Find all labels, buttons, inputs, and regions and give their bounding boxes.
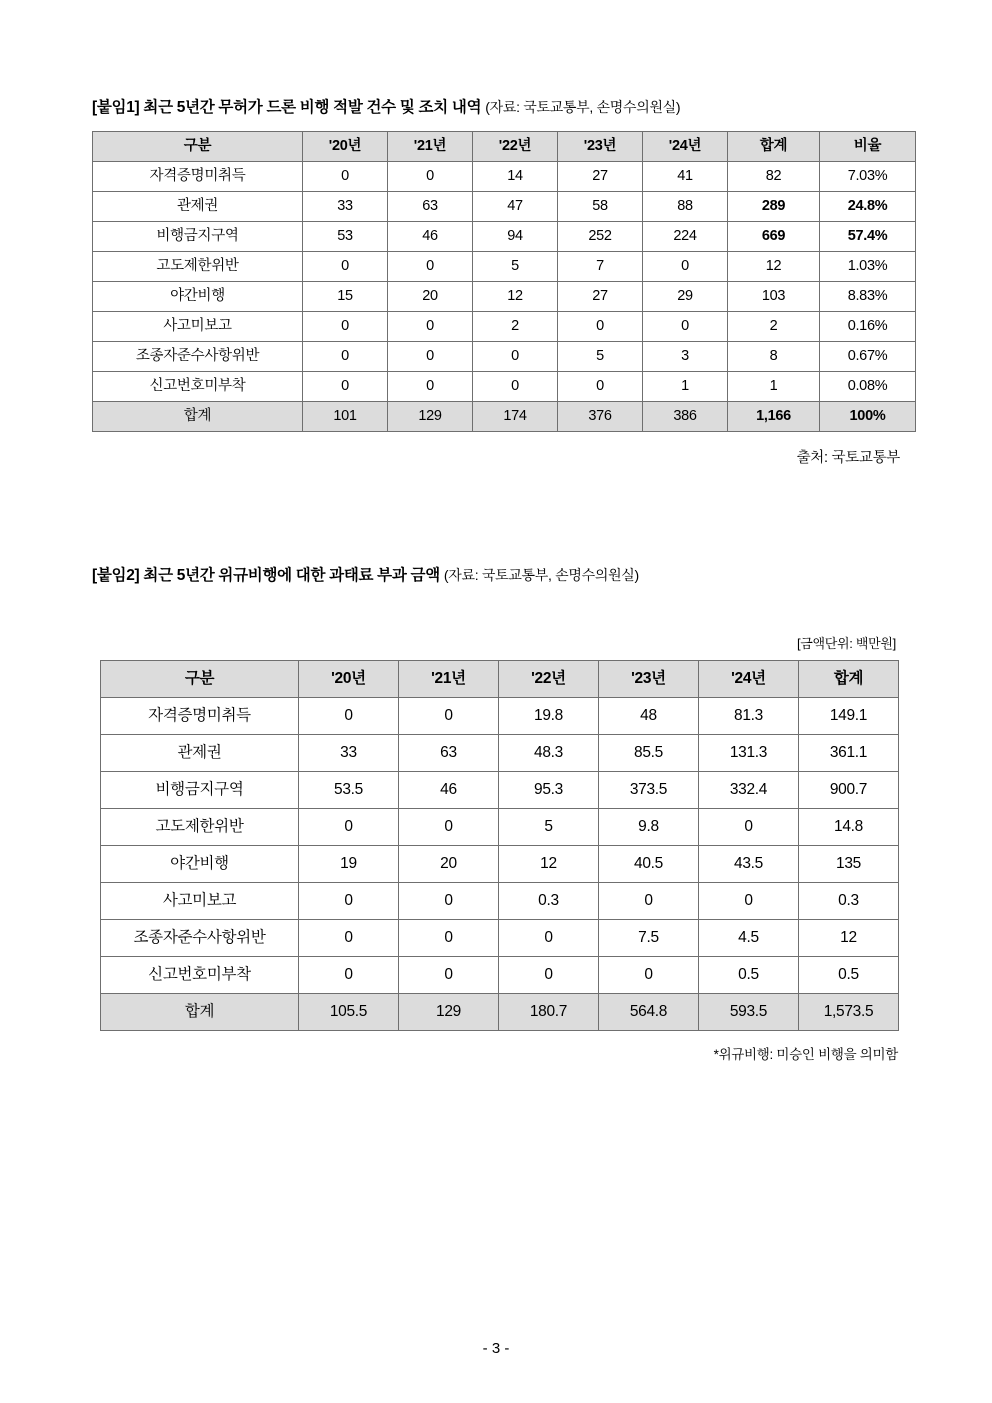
cell-ratio: 0.16% — [820, 312, 916, 342]
attachment2-footnote: *위규비행: 미승인 비행을 의미함 — [713, 1047, 898, 1062]
cell-ratio: 24.8% — [820, 192, 916, 222]
cell-2024: 3 — [643, 342, 728, 372]
cell-2022: 180.7 — [499, 994, 599, 1031]
table-row — [101, 698, 899, 735]
column-header-2023: '23년 — [599, 661, 699, 698]
cell-ratio: 100% — [820, 402, 916, 432]
row-label: 신고번호미부착 — [101, 957, 299, 994]
cell-total: 135 — [799, 846, 899, 883]
attachment2-heading — [92, 563, 900, 585]
cell-2021: 0 — [388, 252, 473, 282]
table-row — [93, 312, 916, 342]
table-row — [93, 162, 916, 192]
cell-2023: 5 — [558, 342, 643, 372]
table-row — [101, 846, 899, 883]
row-label: 합계 — [101, 994, 299, 1031]
table-row — [93, 192, 916, 222]
cell-2022: 47 — [473, 192, 558, 222]
cell-2023: 0 — [558, 312, 643, 342]
cell-2021: 46 — [388, 222, 473, 252]
cell-total: 1,166 — [728, 402, 820, 432]
column-header-2021: '21년 — [388, 132, 473, 162]
cell-2023: 0 — [599, 957, 699, 994]
cell-2023: 40.5 — [599, 846, 699, 883]
column-header-category: 구분 — [101, 661, 299, 698]
table-row — [101, 920, 899, 957]
attachment1-table — [92, 131, 916, 432]
cell-total: 1 — [728, 372, 820, 402]
attachment2-title: [붙임2] 최근 5년간 위규비행에 대한 과태료 부과 금액 — [92, 567, 440, 584]
cell-2024: 4.5 — [699, 920, 799, 957]
cell-2024: 29 — [643, 282, 728, 312]
column-header-2022: '22년 — [499, 661, 599, 698]
cell-total: 0.5 — [799, 957, 899, 994]
cell-2024: 0.5 — [699, 957, 799, 994]
cell-2024: 593.5 — [699, 994, 799, 1031]
row-label: 자격증명미취득 — [93, 162, 303, 192]
table-row — [93, 252, 916, 282]
cell-2022: 0 — [499, 920, 599, 957]
column-header-2024: '24년 — [643, 132, 728, 162]
cell-2023: 252 — [558, 222, 643, 252]
page-number: - 3 - — [482, 1340, 510, 1357]
cell-ratio: 7.03% — [820, 162, 916, 192]
row-label: 야간비행 — [101, 846, 299, 883]
cell-2022: 48.3 — [499, 735, 599, 772]
attachment2-unit-note: [금액단위: 백만원] — [796, 636, 896, 651]
cell-total: 12 — [799, 920, 899, 957]
cell-2023: 376 — [558, 402, 643, 432]
cell-ratio: 0.08% — [820, 372, 916, 402]
cell-2023: 27 — [558, 162, 643, 192]
cell-2024: 332.4 — [699, 772, 799, 809]
row-label: 비행금지구역 — [101, 772, 299, 809]
cell-ratio: 8.83% — [820, 282, 916, 312]
cell-2020: 0 — [303, 342, 388, 372]
cell-2021: 20 — [399, 846, 499, 883]
row-label: 자격증명미취득 — [101, 698, 299, 735]
cell-total: 0.3 — [799, 883, 899, 920]
row-label: 관제권 — [101, 735, 299, 772]
cell-2020: 0 — [303, 312, 388, 342]
cell-total: 103 — [728, 282, 820, 312]
cell-2020: 0 — [299, 698, 399, 735]
attachment1-source: (자료: 국토교통부, 손명수의원실) — [485, 99, 681, 115]
column-header-category: 구분 — [93, 132, 303, 162]
attachment2-table — [100, 660, 899, 1031]
cell-2023: 7 — [558, 252, 643, 282]
cell-2021: 0 — [399, 809, 499, 846]
cell-2024: 1 — [643, 372, 728, 402]
cell-2024: 0 — [699, 883, 799, 920]
cell-total: 14.8 — [799, 809, 899, 846]
cell-2023: 85.5 — [599, 735, 699, 772]
cell-2023: 48 — [599, 698, 699, 735]
cell-2020: 0 — [299, 920, 399, 957]
cell-total: 82 — [728, 162, 820, 192]
cell-total: 2 — [728, 312, 820, 342]
column-header-2023: '23년 — [558, 132, 643, 162]
cell-2024: 0 — [643, 312, 728, 342]
cell-2022: 0 — [473, 342, 558, 372]
table-row — [93, 372, 916, 402]
row-label: 관제권 — [93, 192, 303, 222]
cell-2021: 0 — [399, 957, 499, 994]
attachment1-heading — [92, 95, 900, 117]
cell-2023: 58 — [558, 192, 643, 222]
column-header-ratio: 비율 — [820, 132, 916, 162]
column-header-2020: '20년 — [303, 132, 388, 162]
cell-2021: 63 — [388, 192, 473, 222]
cell-2023: 27 — [558, 282, 643, 312]
column-header-total: 합계 — [728, 132, 820, 162]
cell-2020: 33 — [303, 192, 388, 222]
cell-2020: 19 — [299, 846, 399, 883]
cell-2024: 0 — [643, 252, 728, 282]
cell-2021: 0 — [388, 372, 473, 402]
cell-2022: 0 — [473, 372, 558, 402]
cell-2024: 386 — [643, 402, 728, 432]
column-header-2022: '22년 — [473, 132, 558, 162]
cell-2021: 129 — [388, 402, 473, 432]
cell-total: 289 — [728, 192, 820, 222]
attachment1-note: 출처: 국토교통부 — [796, 450, 900, 466]
column-header-total: 합계 — [799, 661, 899, 698]
cell-2023: 0 — [558, 372, 643, 402]
column-header-2024: '24년 — [699, 661, 799, 698]
table-row — [101, 809, 899, 846]
cell-2022: 5 — [473, 252, 558, 282]
cell-2022: 19.8 — [499, 698, 599, 735]
row-label: 고도제한위반 — [101, 809, 299, 846]
row-label: 고도제한위반 — [93, 252, 303, 282]
cell-total: 12 — [728, 252, 820, 282]
column-header-2020: '20년 — [299, 661, 399, 698]
cell-2023: 7.5 — [599, 920, 699, 957]
cell-2022: 5 — [499, 809, 599, 846]
cell-2022: 174 — [473, 402, 558, 432]
cell-2023: 9.8 — [599, 809, 699, 846]
cell-2021: 46 — [399, 772, 499, 809]
table-row — [93, 342, 916, 372]
cell-2022: 14 — [473, 162, 558, 192]
row-label: 비행금지구역 — [93, 222, 303, 252]
cell-2024: 41 — [643, 162, 728, 192]
cell-2022: 0.3 — [499, 883, 599, 920]
row-label: 사고미보고 — [93, 312, 303, 342]
cell-ratio: 1.03% — [820, 252, 916, 282]
cell-2020: 0 — [303, 252, 388, 282]
cell-2021: 63 — [399, 735, 499, 772]
attachment1-title: [붙임1] 최근 5년간 무허가 드론 비행 적발 건수 및 조치 내역 — [92, 99, 482, 116]
table-total-row — [101, 994, 899, 1031]
section-spacer — [92, 467, 900, 563]
table-row — [93, 222, 916, 252]
cell-2021: 0 — [399, 920, 499, 957]
cell-2023: 564.8 — [599, 994, 699, 1031]
cell-2021: 0 — [388, 312, 473, 342]
table-row — [93, 282, 916, 312]
cell-2021: 20 — [388, 282, 473, 312]
cell-total: 149.1 — [799, 698, 899, 735]
table-row — [101, 957, 899, 994]
cell-2022: 12 — [473, 282, 558, 312]
cell-2022: 94 — [473, 222, 558, 252]
cell-2024: 43.5 — [699, 846, 799, 883]
row-label: 야간비행 — [93, 282, 303, 312]
cell-2020: 0 — [299, 957, 399, 994]
cell-total: 1,573.5 — [799, 994, 899, 1031]
cell-2020: 33 — [299, 735, 399, 772]
cell-ratio: 0.67% — [820, 342, 916, 372]
cell-2024: 81.3 — [699, 698, 799, 735]
table-row — [101, 735, 899, 772]
cell-2024: 88 — [643, 192, 728, 222]
row-label: 조종자준수사항위반 — [93, 342, 303, 372]
cell-2024: 0 — [699, 809, 799, 846]
table-total-row — [93, 402, 916, 432]
cell-2022: 12 — [499, 846, 599, 883]
row-label: 합계 — [93, 402, 303, 432]
cell-2021: 0 — [399, 698, 499, 735]
cell-2020: 0 — [299, 883, 399, 920]
table-row — [101, 883, 899, 920]
cell-2022: 2 — [473, 312, 558, 342]
attachment2-source: (자료: 국토교통부, 손명수의원실) — [443, 567, 639, 583]
cell-2020: 0 — [299, 809, 399, 846]
cell-total: 361.1 — [799, 735, 899, 772]
cell-2021: 0 — [388, 162, 473, 192]
table-row — [101, 772, 899, 809]
cell-2021: 0 — [399, 883, 499, 920]
cell-total: 8 — [728, 342, 820, 372]
column-header-2021: '21년 — [399, 661, 499, 698]
row-label: 신고번호미부착 — [93, 372, 303, 402]
cell-2020: 101 — [303, 402, 388, 432]
row-label: 조종자준수사항위반 — [101, 920, 299, 957]
cell-2022: 95.3 — [499, 772, 599, 809]
cell-2023: 0 — [599, 883, 699, 920]
table-header-row — [93, 132, 916, 162]
cell-2020: 0 — [303, 372, 388, 402]
table-header-row — [101, 661, 899, 698]
cell-2020: 105.5 — [299, 994, 399, 1031]
cell-2022: 0 — [499, 957, 599, 994]
cell-2020: 53 — [303, 222, 388, 252]
cell-ratio: 57.4% — [820, 222, 916, 252]
cell-2021: 0 — [388, 342, 473, 372]
cell-total: 900.7 — [799, 772, 899, 809]
cell-2020: 0 — [303, 162, 388, 192]
cell-2024: 224 — [643, 222, 728, 252]
cell-2024: 131.3 — [699, 735, 799, 772]
cell-2023: 373.5 — [599, 772, 699, 809]
cell-2020: 53.5 — [299, 772, 399, 809]
row-label: 사고미보고 — [101, 883, 299, 920]
cell-total: 669 — [728, 222, 820, 252]
cell-2021: 129 — [399, 994, 499, 1031]
cell-2020: 15 — [303, 282, 388, 312]
